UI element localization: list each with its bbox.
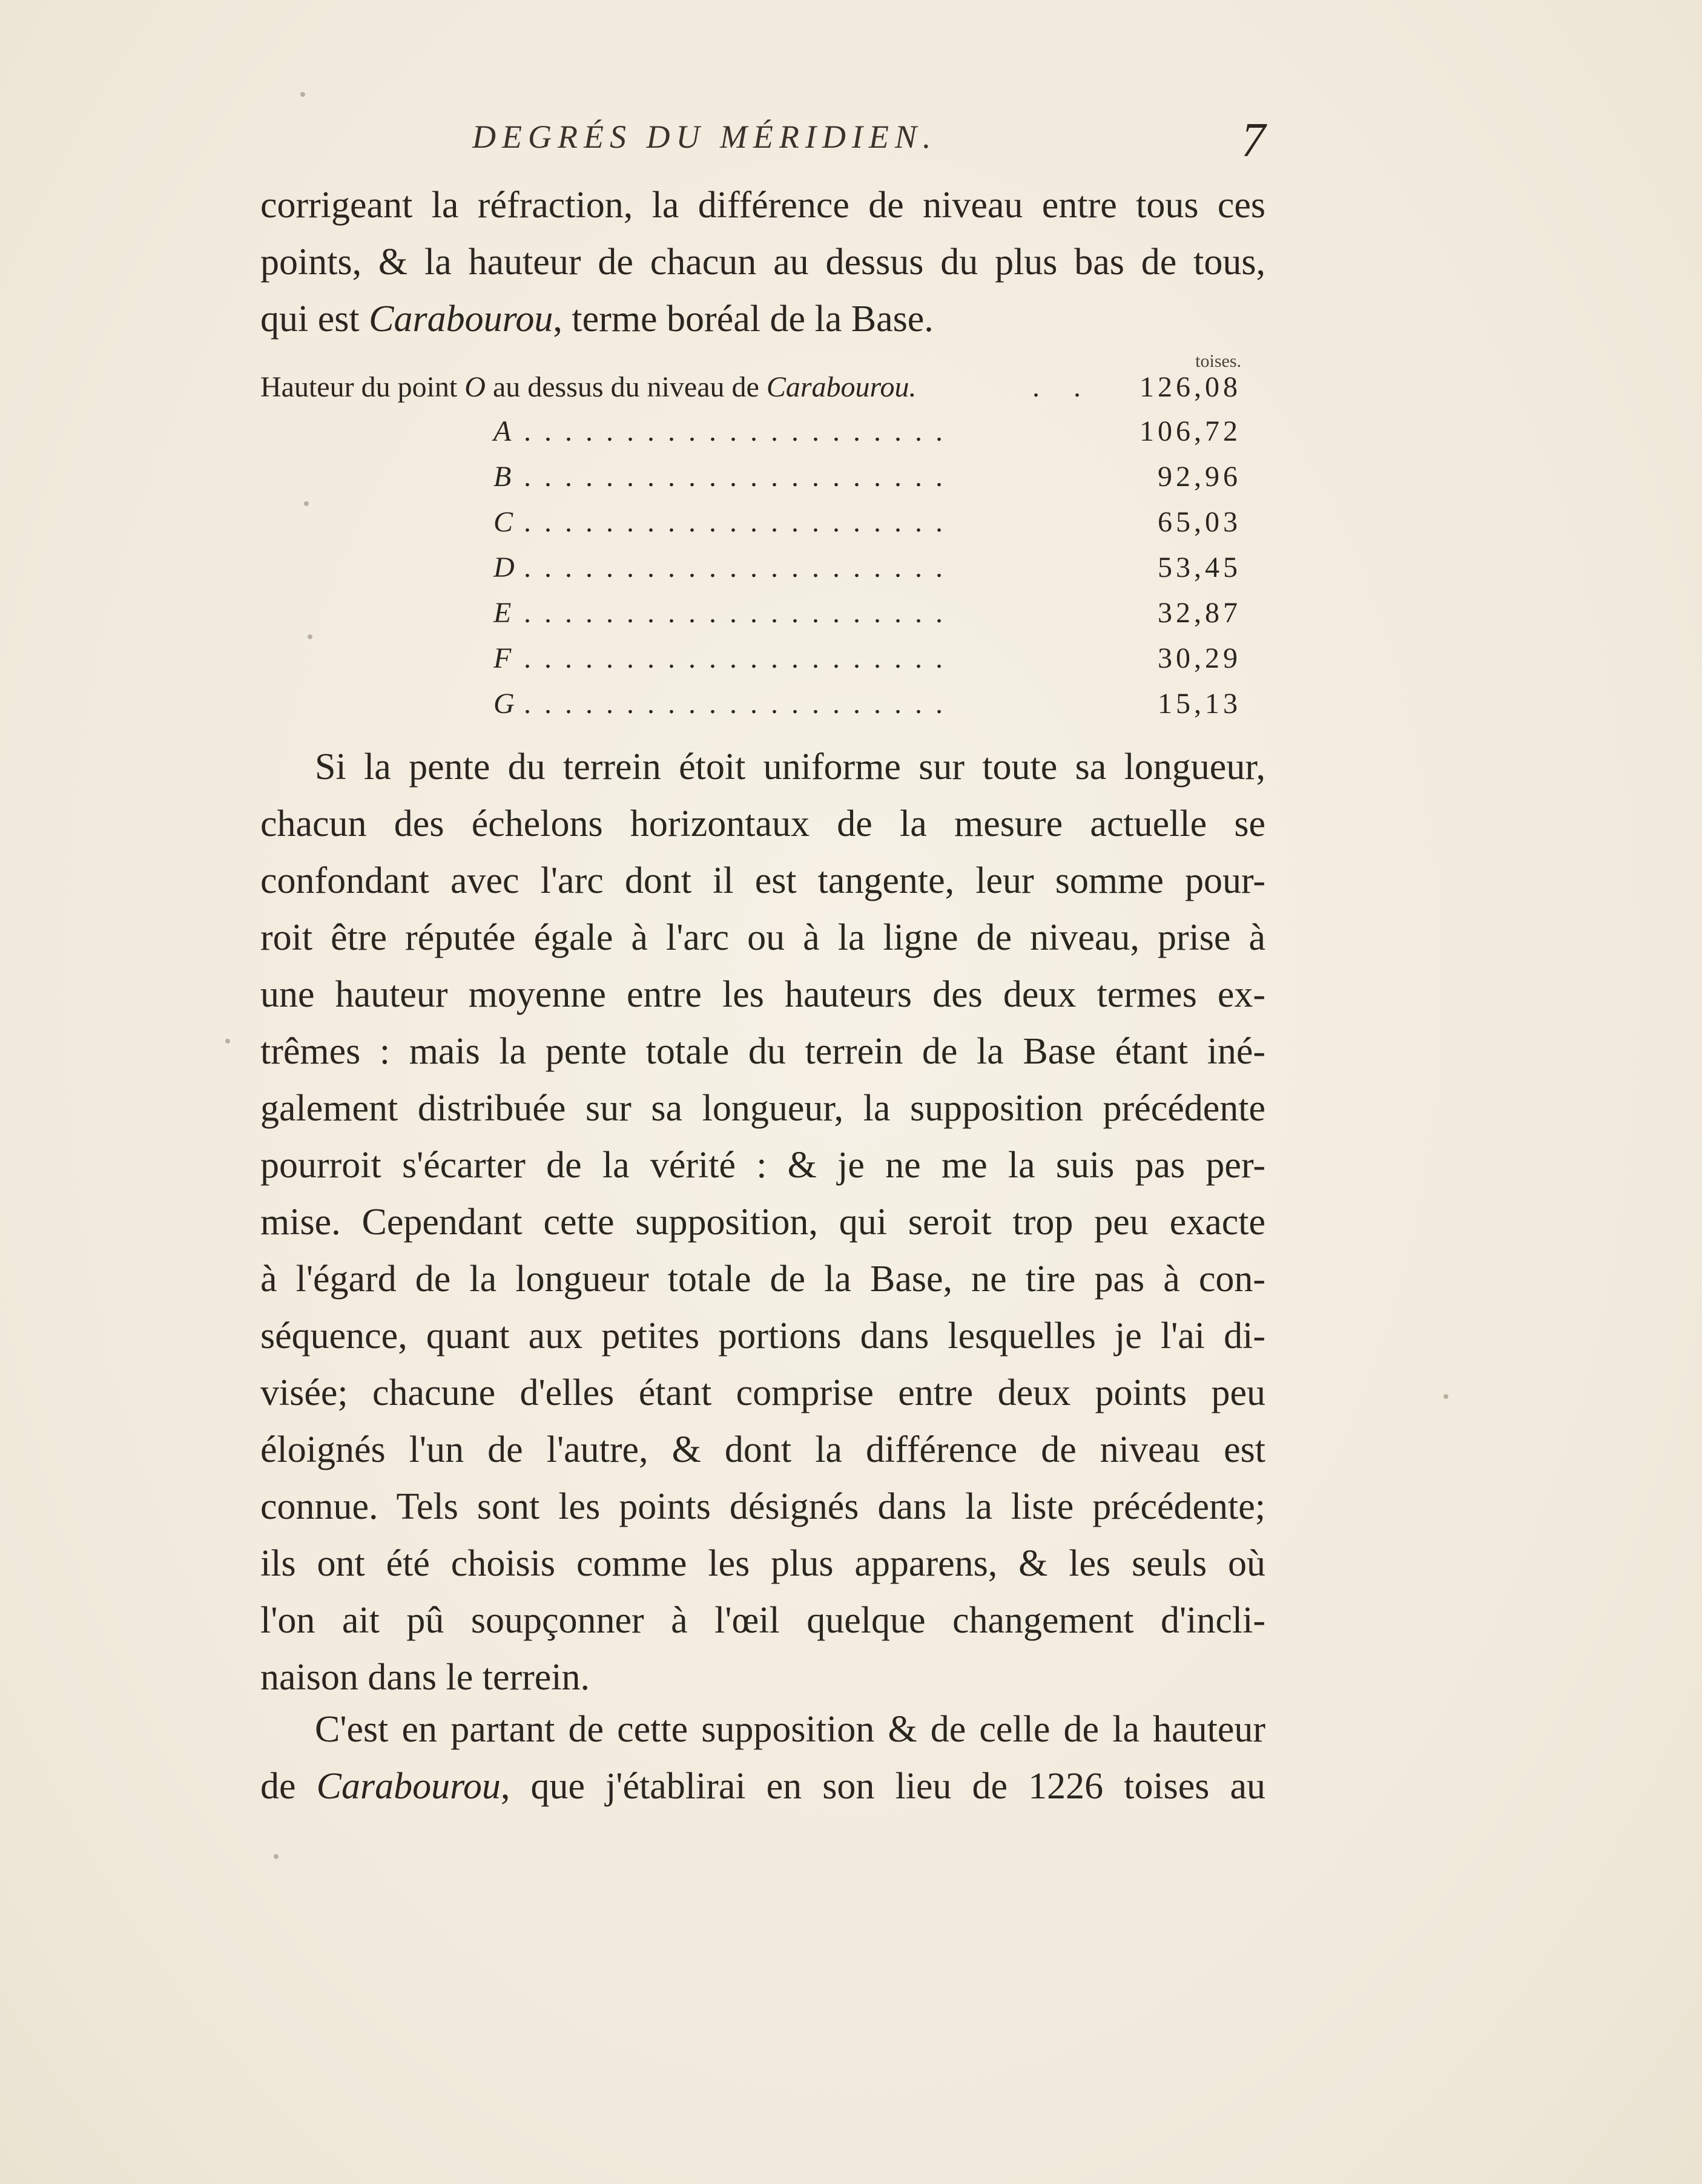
text-line: chacun des échelons horizontaux de la mesure actuelle se — [260, 803, 1265, 844]
text-line: ils ont été choisis comme les plus apparens, & les seuls où — [260, 1543, 1265, 1584]
paper-speck — [1443, 1394, 1448, 1399]
text-line: de Carabourou, que j'établirai en son lieu de 1226 toises au — [260, 1766, 1265, 1807]
table-row — [260, 505, 1241, 548]
text-line: visée; chacune d'elles étant comprise entre deux points peu — [260, 1372, 1265, 1413]
text-line: naison dans le terrein. — [260, 1657, 590, 1698]
point-letter: F — [493, 642, 512, 674]
text-line: galement distribuée sur sa longueur, la supposition précédente — [260, 1088, 1265, 1129]
table-row — [260, 460, 1241, 502]
height-value: 32,87 — [1158, 597, 1241, 629]
text-line: confondant avec l'arc dont il est tangente, leur somme pour- — [260, 860, 1265, 901]
text-line: connue. Tels sont les points désignés dans la liste précédente; — [260, 1486, 1265, 1527]
paper-speck — [225, 1039, 230, 1044]
place-name: Carabourou — [316, 1766, 501, 1807]
text-line: Si la pente du terrein étoit uniforme sur toute sa longueur, — [315, 746, 1265, 788]
text-line: séquence, quant aux petites portions dans lesquelles je l'ai di- — [260, 1315, 1265, 1357]
table-row — [260, 551, 1241, 593]
text-line: à l'égard de la longueur totale de la Base, ne tire pas à con- — [260, 1258, 1265, 1300]
height-value: 30,29 — [1158, 642, 1241, 674]
point-letter: C — [493, 506, 513, 538]
text-line: mise. Cependant cette supposition, qui seroit trop peu exacte — [260, 1202, 1265, 1243]
point-letter: D — [493, 551, 515, 584]
table-row — [260, 687, 1241, 729]
paper-speck — [308, 634, 312, 639]
leader-dots: ..................... — [524, 415, 956, 447]
leader-dots: . . — [1032, 371, 1094, 403]
paper-speck — [300, 92, 305, 97]
leader-dots: ..................... — [524, 506, 956, 538]
text-line: une hauteur moyenne entre les hauteurs des deux termes ex- — [260, 974, 1265, 1015]
height-value: 53,45 — [1158, 551, 1241, 584]
text-line: C'est en partant de cette supposition & de celle de la hauteur — [315, 1709, 1265, 1750]
leader-dots: ..................... — [524, 642, 956, 674]
page-header — [260, 114, 1265, 173]
place-name: Carabourou — [369, 298, 553, 340]
leader-dots: ..................... — [524, 551, 956, 584]
text-line: l'on ait pû soupçonner à l'œil quelque changement d'incli- — [260, 1600, 1265, 1641]
paper-speck — [274, 1854, 279, 1859]
leader-dots: ..................... — [524, 597, 956, 629]
height-value: 126,08 — [1140, 371, 1241, 403]
point-letter: B — [493, 461, 512, 493]
text-line: pourroit s'écarter de la vérité : & je ne me la suis pas per- — [260, 1145, 1265, 1186]
text-line: éloignés l'un de l'autre, & dont la différence de niveau est — [260, 1429, 1265, 1470]
table-row — [260, 415, 1241, 457]
height-value: 65,03 — [1158, 506, 1241, 538]
height-value: 15,13 — [1158, 688, 1241, 720]
table-row — [260, 596, 1241, 639]
page-number: 7 — [1241, 114, 1265, 167]
text-line: qui est Carabourou, terme boréal de la Base. — [260, 298, 934, 340]
text-line: points, & la hauteur de chacun au dessus du plus bas de tous, — [260, 242, 1265, 283]
point-letter: E — [493, 597, 512, 629]
point-letter: G — [493, 688, 515, 720]
text-line: corrigeant la réfraction, la différence de niveau entre tous ces — [260, 185, 1265, 226]
table-row — [260, 642, 1241, 684]
paragraph-carabourou — [260, 1701, 1265, 1815]
leader-dots: ..................... — [524, 688, 956, 720]
running-title: DEGRÉS DU MÉRIDIEN. — [472, 119, 937, 155]
paragraph-slope — [260, 738, 1265, 1706]
row-description: Hauteur du point O au dessus du niveau de Carabourou. — [260, 371, 917, 403]
leader-dots: ..................... — [524, 461, 956, 493]
text-line: roit être réputée égale à l'arc ou à la ligne de niveau, prise à — [260, 917, 1265, 958]
text-line: trêmes : mais la pente totale du terrein de la Base étant iné- — [260, 1031, 1265, 1072]
height-value: 92,96 — [1158, 461, 1241, 493]
table-row — [260, 370, 1241, 413]
point-letter: A — [493, 415, 512, 447]
unit-header: toises. — [1195, 351, 1241, 371]
height-value: 106,72 — [1140, 415, 1241, 447]
paper-speck — [304, 501, 309, 506]
intro-paragraph — [260, 177, 1265, 347]
